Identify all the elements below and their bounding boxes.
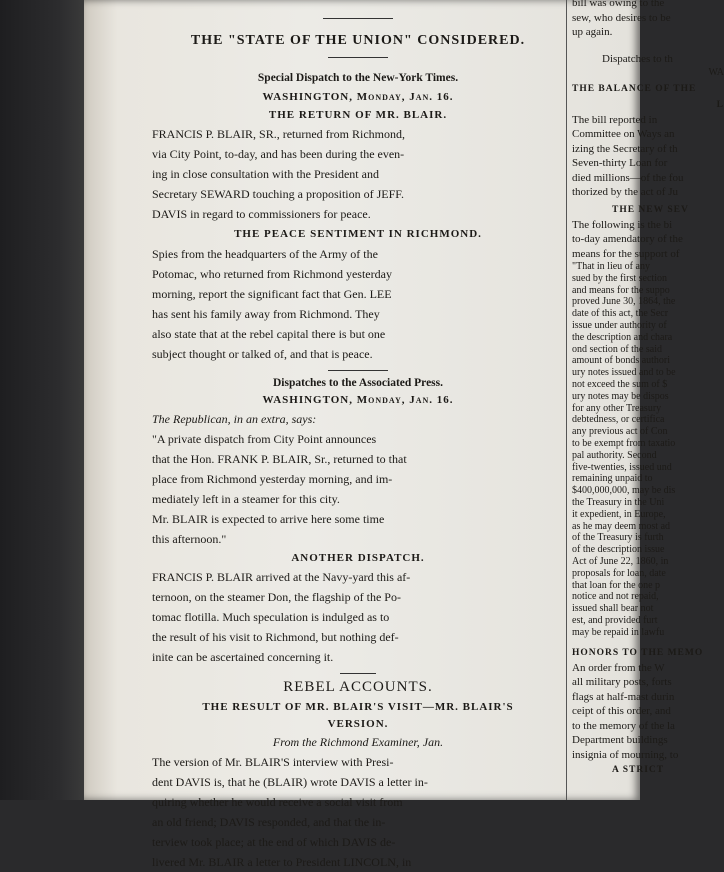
- newspaper-page: [84, 0, 724, 869]
- headline-rule: [323, 18, 393, 19]
- dispatch1-dateline: WASHINGTON, Monday, Jan. 16.: [262, 91, 454, 103]
- text-line: this afternoon.": [152, 532, 227, 546]
- text-line: also state that at the rebel capital there is but one: [152, 327, 386, 341]
- text-line: dent DAVIS is, that he (BLAIR) wrote DAVIS a letter in-: [152, 775, 428, 789]
- text-line: via City Point, to-day, and has been during the even-: [152, 147, 405, 161]
- text-line: FRANCIS P. BLAIR, SR., returned from Richmond,: [152, 127, 406, 141]
- text-line: ond section of the said: [572, 343, 662, 355]
- right-sub3: HONORS TO THE MEMO: [572, 647, 704, 658]
- text-line: issue under authority of: [572, 319, 667, 331]
- text-line: it expedient, in Europe,: [572, 508, 666, 520]
- dispatch2-dateline: WASHINGTON, Monday, Jan. 16.: [262, 394, 454, 406]
- text-line: morning, report the significant fact that Gen. LEE: [152, 287, 392, 301]
- text-line: debtedness, or certifica: [572, 414, 665, 426]
- text-line: izing the Secretary of th: [572, 142, 678, 155]
- dispatch1-para1: [152, 124, 564, 224]
- text-line: to be exempt from taxatio: [572, 437, 676, 449]
- dispatch2-quote: [152, 429, 564, 549]
- text-line: Committee on Ways an: [572, 128, 675, 140]
- text-line: subject thought or talked of, and that is peace.: [152, 347, 373, 361]
- dispatch2-source: Dispatches to the Associated Press.: [272, 377, 444, 389]
- dispatch1-sub2: THE PEACE SENTIMENT IN RICHMOND.: [234, 228, 482, 240]
- text-line: that loan for the one p: [572, 579, 661, 591]
- text-line: terview took place; at the end of which DAVIS de-: [152, 835, 396, 849]
- dispatch1-source: Special Dispatch to the New-York Times.: [257, 72, 459, 84]
- text-line: the result of his visit to Richmond, but nothing def-: [152, 630, 399, 644]
- right-para3: [572, 661, 724, 763]
- text-line: FRANCIS P. BLAIR arrived at the Navy-yard this af-: [152, 570, 411, 584]
- dispatch2-para: [152, 567, 564, 667]
- text-line: bill was owing to the: [572, 0, 665, 9]
- text-line: ing in close consultation with the President and: [152, 167, 379, 181]
- text-line: An order from the W: [572, 661, 665, 674]
- dispatch1-sub1: THE RETURN OF MR. BLAIR.: [268, 109, 448, 121]
- text-line: thorized by the act of Ju: [572, 186, 678, 198]
- column-rule: [566, 0, 567, 800]
- section-divider: [328, 370, 388, 371]
- text-line: amount of bonds authori: [572, 355, 671, 367]
- text-line: not exceed the sum of $: [572, 378, 668, 390]
- text-line: to-day amendatory of the: [572, 233, 683, 245]
- text-line: Potomac, who returned from Richmond yesterday: [152, 267, 392, 281]
- text-line: inite can be ascertained concerning it.: [152, 650, 334, 664]
- rebel-headline: REBEL ACCOUNTS.: [283, 679, 433, 695]
- text-line: proposals for loan, date: [572, 567, 666, 579]
- text-line: DAVIS in regard to commissioners for peace.: [152, 207, 371, 221]
- text-line: to the memory of the la: [572, 719, 675, 732]
- text-line: Secretary SEWARD touching a proposition of JEFF.: [152, 187, 405, 201]
- right-sub1b: L: [716, 99, 724, 110]
- dispatch2-intro: The Republican, in an extra, says:: [152, 412, 317, 426]
- text-line: has sent his family away from Richmond. They: [152, 307, 380, 321]
- text-line: "A private dispatch from City Point announces: [152, 432, 377, 446]
- text-line: Spies from the headquarters of the Army of the: [152, 247, 378, 261]
- text-line: as he may deem most ad: [572, 520, 671, 532]
- text-line: pal authority. Second: [572, 449, 657, 461]
- text-line: The following is the bi: [572, 218, 673, 231]
- text-line: Act of June 22, 1860, in: [572, 555, 669, 567]
- top-fragment: [152, 0, 564, 18]
- right-para2: [572, 218, 724, 639]
- text-line: sew, who desires to be: [572, 11, 671, 24]
- text-line: that the Hon. FRANK P. BLAIR, Sr., returned to that: [152, 452, 407, 466]
- text-line: Mr. BLAIR is expected to arrive here some time: [152, 512, 385, 526]
- rebel-sub-line: VERSION.: [327, 718, 389, 730]
- text-line: remaining unpaid to: [572, 473, 653, 485]
- right-column: [572, 0, 724, 778]
- text-line: ternoon, on the steamer Don, the flagship of the Po-: [152, 590, 401, 604]
- text-line: the Treasury in the Uni: [572, 496, 665, 508]
- text-line: notice and not repaid,: [572, 591, 659, 603]
- text-line: mediately left in a steamer for this city.: [152, 492, 340, 506]
- text-line: of the description issue: [572, 544, 665, 556]
- background-left-edge: [0, 0, 84, 800]
- right-dispatch-title: Dispatches to th: [602, 52, 673, 65]
- text-line: died millions—of the fou: [572, 171, 684, 184]
- main-column: [152, 0, 564, 872]
- text-line: date of this act, the Secr: [572, 308, 669, 320]
- text-line: place from Richmond yesterday morning, and im-: [152, 472, 393, 486]
- text-line: the description and chara: [572, 331, 673, 343]
- text-line: means for the support of: [572, 247, 680, 260]
- right-dispatch-title2: WA: [708, 67, 724, 78]
- text-line: all military posts, forts: [572, 676, 672, 688]
- text-line: may be repaid in lawfu: [572, 626, 665, 638]
- text-line: any previous act of Con: [572, 426, 668, 438]
- dispatch2-sub: ANOTHER DISPATCH.: [291, 552, 425, 564]
- text-line: The version of Mr. BLAIR'S interview with Presi-: [152, 755, 394, 769]
- text-line: of the Treasury is furth: [572, 532, 664, 544]
- text-line: and means for the suppo: [572, 284, 670, 296]
- headline-divider: [328, 57, 388, 58]
- right-para1: [572, 113, 724, 200]
- text-line: livered Mr. BLAIR a letter to President LINCOLN, in: [152, 855, 412, 869]
- text-line: an old friend; DAVIS responded, and that the in-: [152, 815, 386, 829]
- text-line: The bill reported in: [572, 113, 658, 126]
- text-line: "That in lieu of any: [572, 261, 650, 272]
- text-line: sued by the first section: [572, 272, 667, 284]
- right-sub1: THE BALANCE OF THE: [572, 83, 697, 94]
- text-line: ceipt of this order, and: [572, 705, 671, 717]
- rebel-source: From the Richmond Examiner, Jan.: [272, 735, 444, 749]
- section-divider: [340, 673, 376, 674]
- text-line: five-twenties, issued und: [572, 461, 672, 473]
- text-line: issued shall bear not: [572, 603, 654, 615]
- text-line: proved June 30, 1864, the: [572, 296, 676, 308]
- text-line: est, and provided furt: [572, 614, 658, 626]
- main-headline: THE "STATE OF THE UNION" CONSIDERED.: [190, 33, 526, 48]
- text-line: quiring whether he would receive a social visit from: [152, 795, 403, 809]
- text-line: Department buildings: [572, 734, 668, 746]
- text-line: flags at half-mast durin: [572, 690, 675, 703]
- text-line: $400,000,000, may be dis: [572, 485, 676, 497]
- text-line: Seven-thirty Loan for: [572, 157, 668, 169]
- text-line: up again.: [572, 26, 613, 38]
- text-line: ury notes may be dispos: [572, 390, 669, 402]
- text-line: insignia of mourning, to: [572, 748, 679, 761]
- rebel-sub-line: THE RESULT OF MR. BLAIR'S VISIT—MR. BLAIR'S: [202, 701, 514, 713]
- rebel-para: [152, 752, 564, 872]
- text-line: for any other Treasury: [572, 402, 662, 414]
- right-sub4: A STRICT: [612, 765, 665, 775]
- right-sub2: THE NEW SEV: [612, 204, 689, 215]
- text-line: ury notes issued and to be: [572, 367, 676, 379]
- text-line: tomac flotilla. Much speculation is indulged as to: [152, 610, 390, 624]
- dispatch1-para2: [152, 244, 564, 364]
